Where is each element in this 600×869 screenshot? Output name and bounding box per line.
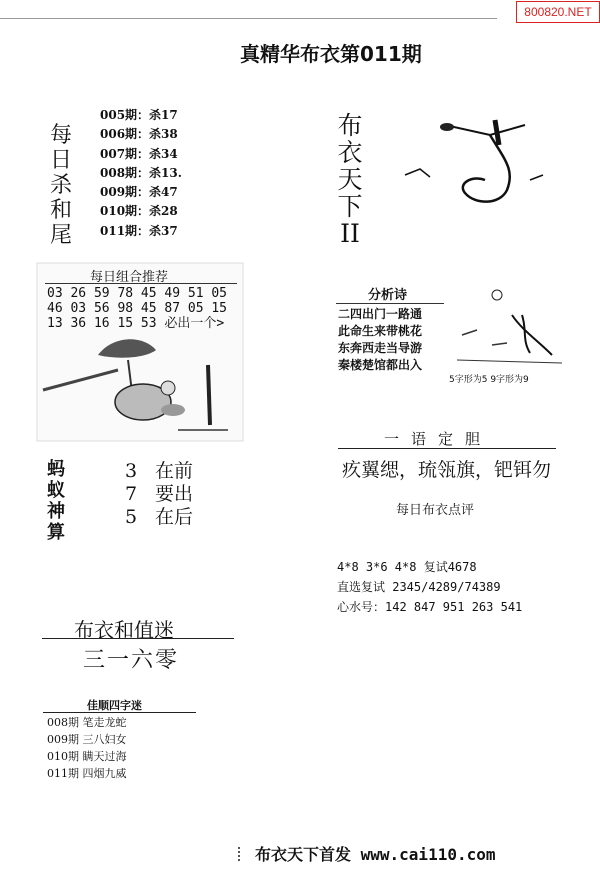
stats-line: 心水号：142 847 951 263 541: [337, 600, 523, 614]
daily-kill-list: [100, 106, 182, 241]
ant-god-label: [44, 459, 68, 543]
daily-combo-title: 每日组合推荐: [90, 270, 169, 285]
footer-link[interactable]: 布衣天下首发 www.cai110.com: [255, 845, 496, 864]
daily-review-title: 每日布衣点评: [396, 503, 475, 518]
daily-kill-label: [46, 123, 76, 248]
divider: [338, 448, 556, 449]
one-word-text: 疚翼缌，琉瓴旗，钯铒勿: [342, 459, 552, 481]
label-char: 下: [337, 192, 363, 221]
list-item: 005期：杀17: [100, 108, 178, 122]
list-item: 009期：杀47: [100, 185, 178, 200]
four-char-riddle-list: [47, 714, 127, 782]
top-rule: [0, 18, 497, 19]
list-item: 010期 瞒天过海: [47, 750, 127, 763]
divider: [42, 638, 234, 639]
list-item: 009期 三八妇女: [47, 733, 127, 746]
site-badge[interactable]: 800820.NET: [516, 1, 600, 23]
label-char: 算: [47, 522, 65, 543]
list-item: [125, 506, 193, 529]
one-word-title: 一语定胆: [384, 430, 493, 448]
ant-god-rows: [125, 460, 193, 529]
divider: [45, 283, 237, 284]
list-item: 008期：杀13.: [100, 165, 182, 180]
label-char: 杀: [49, 173, 72, 198]
list-item: 秦楼楚馆都出入: [338, 358, 423, 372]
list-item: [125, 460, 193, 483]
list-item: 011期 四烟九威: [47, 767, 127, 780]
analysis-poem-note: 5字形为5 9字形为9: [449, 375, 529, 385]
divider: [43, 712, 196, 713]
daily-combo-rows: [47, 286, 227, 331]
label-char: 尾: [49, 223, 72, 248]
analysis-poem-title: 分析诗: [368, 288, 408, 303]
list-item: 007期：杀34: [100, 146, 178, 161]
label-char: 衣: [337, 138, 363, 167]
footer-mark: [238, 847, 245, 861]
list-item: [125, 483, 193, 506]
ant-text: 在前: [155, 460, 194, 482]
label-char: 和: [49, 198, 72, 223]
label-char: 蚂: [47, 459, 65, 480]
ant-num: 3: [125, 460, 138, 482]
label-char: II: [340, 219, 360, 248]
page-title: 真精华布衣第011期: [240, 42, 422, 66]
label-char: 布: [337, 111, 363, 140]
stats-block: [337, 557, 522, 617]
list-item: 03 26 59 78 45 49 51 05: [47, 286, 228, 301]
label-char: 每: [49, 123, 72, 148]
label-char: 日: [49, 148, 72, 173]
four-char-riddle-title: 佳顺四字迷: [87, 699, 142, 712]
divider: [336, 303, 444, 304]
list-item: 二四出门一路通: [338, 307, 423, 321]
buyi-riddle-title: 布衣和值迷: [74, 618, 174, 642]
label-char: 天: [337, 165, 363, 194]
tree-sketch-illustration: [395, 105, 565, 215]
ant-text: 在后: [155, 506, 194, 528]
buyi-tianxia-label: [335, 112, 365, 247]
list-item: 008期 笔走龙蛇: [47, 716, 127, 729]
analysis-poem-lines: [338, 306, 422, 374]
list-item: 46 03 56 98 45 87 05 15: [47, 301, 228, 316]
buyi-riddle-answer: 三一六零: [83, 648, 180, 673]
ant-num: 7: [125, 483, 138, 505]
list-item: 东奔西走当导游: [338, 341, 423, 355]
rooster-illustration: [38, 330, 243, 440]
list-item: 此命生来带桃花: [338, 324, 423, 338]
list-item: 13 36 16 15 53 必出一个>: [47, 316, 225, 331]
list-item: 010期：杀28: [100, 204, 178, 219]
list-item: 006期：杀38: [100, 127, 178, 142]
landscape-sketch-illustration: [452, 285, 567, 365]
label-char: 蚁: [47, 480, 65, 501]
stats-line: 直选复试 2345/4289/74389: [337, 580, 501, 594]
label-char: 神: [47, 501, 65, 522]
ant-text: 要出: [155, 483, 194, 505]
list-item: 011期：杀37: [100, 223, 178, 238]
stats-line: 4*8 3*6 4*8 复试4678: [337, 560, 477, 574]
ant-num: 5: [125, 506, 138, 528]
